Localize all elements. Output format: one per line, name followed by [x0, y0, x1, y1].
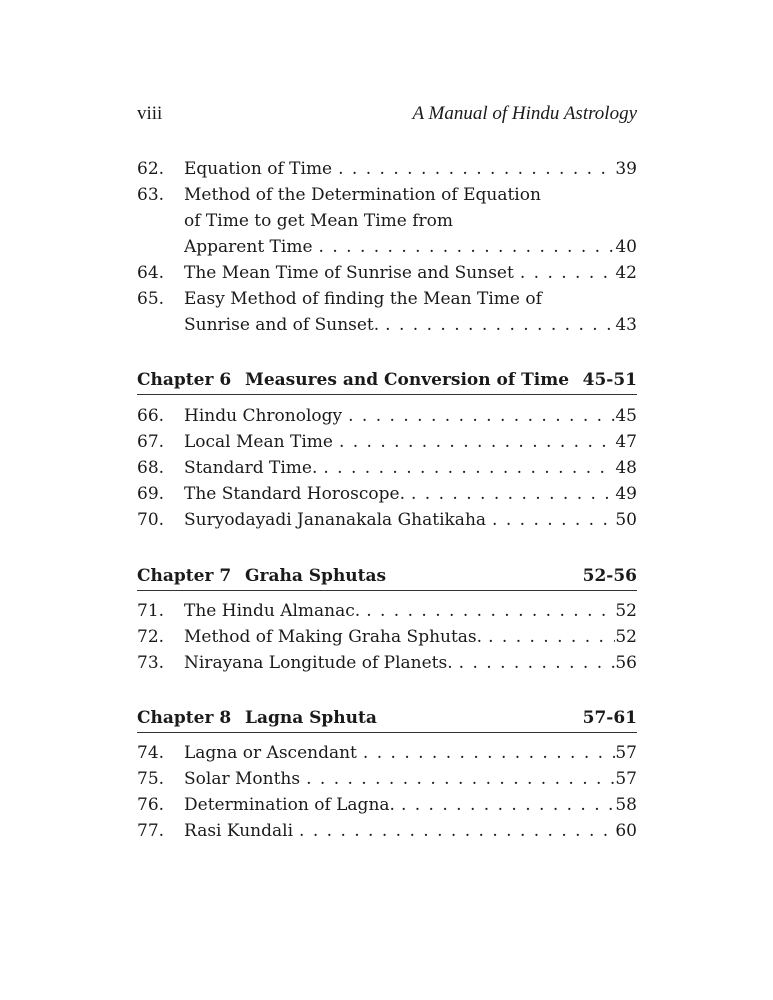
entry-number: 67.	[137, 432, 165, 452]
toc-entry-continuation	[137, 234, 637, 260]
entry-number: 74.	[137, 743, 165, 763]
leader-dots	[317, 455, 615, 481]
entry-title: Standard Time.	[184, 458, 318, 478]
entry-number: 73.	[137, 653, 165, 673]
entry-page: 52	[615, 627, 637, 647]
toc-section-continued	[137, 156, 637, 338]
entry-body	[184, 818, 637, 844]
entry-title: Sunrise and of Sunset.	[184, 315, 380, 335]
chapter-title: Measures and Conversion of Time	[245, 370, 570, 390]
entry-number: 71.	[137, 601, 165, 621]
chapter-label: Chapter 8	[137, 708, 232, 728]
entry-body	[184, 286, 637, 312]
leader-dots	[300, 766, 615, 792]
entry-body	[184, 156, 637, 182]
entry-title: Rasi Kundali	[184, 821, 294, 841]
chapter-pages: 57-61	[582, 708, 637, 728]
toc-entry-continuation	[137, 312, 637, 338]
entry-title: Method of Making Graha Sphutas.	[184, 627, 483, 647]
entry-title: Nirayana Longitude of Planets.	[184, 653, 453, 673]
entry-page: 57	[615, 769, 637, 789]
entry-page: 47	[615, 432, 637, 452]
entry-body	[184, 260, 637, 286]
toc-entry	[137, 598, 637, 624]
entry-title: Solar Months	[184, 769, 301, 789]
leader-dots	[332, 156, 615, 182]
entry-title: Equation of Time	[184, 159, 333, 179]
toc-entry	[137, 182, 637, 208]
toc-entry	[137, 818, 637, 844]
chapter-entries	[137, 403, 637, 533]
chapter-entries	[137, 740, 637, 844]
chapter-pages: 52-56	[582, 566, 637, 586]
leader-dots	[405, 481, 615, 507]
entry-title: Method of the Determination of Equation	[184, 185, 541, 205]
leader-dots	[486, 507, 615, 533]
entry-title: The Hindu Almanac.	[184, 601, 361, 621]
entry-body	[184, 598, 637, 624]
leader-dots	[482, 624, 615, 650]
entry-page: 42	[615, 263, 637, 283]
entry-page: 39	[615, 159, 637, 179]
toc-entry	[137, 792, 637, 818]
toc-entry	[137, 740, 637, 766]
entry-title: The Standard Horoscope.	[184, 484, 405, 504]
leader-dots	[357, 740, 615, 766]
toc-entry-continuation	[137, 208, 637, 234]
entry-page: 45	[615, 406, 637, 426]
entry-body	[184, 792, 637, 818]
toc-page	[137, 0, 637, 1000]
entry-number: 70.	[137, 510, 165, 530]
toc-entry	[137, 429, 637, 455]
entry-body	[184, 312, 637, 338]
entry-title: of Time to get Mean Time from	[184, 211, 454, 231]
entry-body	[184, 650, 637, 676]
entry-page: 50	[615, 510, 637, 530]
chapter-heading	[137, 702, 637, 733]
entry-number: 68.	[137, 458, 165, 478]
entry-page: 58	[615, 795, 637, 815]
entry-body	[184, 208, 637, 234]
entry-body	[184, 234, 637, 260]
toc-entry	[137, 650, 637, 676]
leader-dots	[395, 792, 615, 818]
entry-page: 60	[615, 821, 637, 841]
leader-dots	[379, 312, 615, 338]
toc-entry	[137, 624, 637, 650]
entry-title: Local Mean Time	[184, 432, 333, 452]
book-title: A Manual of Hindu Astrology	[412, 103, 637, 124]
entry-page: 48	[615, 458, 637, 478]
entry-body	[184, 182, 637, 208]
entry-body	[184, 507, 637, 533]
leader-dots	[342, 403, 615, 429]
chapter-title: Lagna Sphuta	[245, 708, 377, 728]
leader-dots	[293, 818, 615, 844]
toc-entry	[137, 286, 637, 312]
entry-page: 57	[615, 743, 637, 763]
toc-entry	[137, 455, 637, 481]
leader-dots	[453, 650, 616, 676]
entry-number: 69.	[137, 484, 165, 504]
entry-number: 66.	[137, 406, 165, 426]
leader-dots	[360, 598, 615, 624]
leader-dots	[333, 429, 615, 455]
running-header	[137, 103, 637, 129]
entry-number: 72.	[137, 627, 165, 647]
entry-title: Hindu Chronology	[184, 406, 343, 426]
entry-page: 43	[615, 315, 637, 335]
entry-body	[184, 403, 637, 429]
entry-body	[184, 766, 637, 792]
leader-dots	[313, 234, 616, 260]
chapter-title: Graha Sphutas	[245, 566, 387, 586]
entry-title: Suryodayadi Jananakala Ghatikaha	[184, 510, 487, 530]
entry-number: 62.	[137, 159, 165, 179]
entry-body	[184, 624, 637, 650]
entry-number: 75.	[137, 769, 165, 789]
toc-entry	[137, 766, 637, 792]
toc-entry	[137, 403, 637, 429]
chapter-entries	[137, 598, 637, 676]
toc-entry	[137, 260, 637, 286]
entry-body	[184, 455, 637, 481]
entry-page: 56	[615, 653, 637, 673]
entry-title: Lagna or Ascendant	[184, 743, 357, 763]
entry-number: 65.	[137, 289, 165, 309]
chapter-pages: 45-51	[582, 370, 637, 390]
leader-dots	[514, 260, 616, 286]
entry-number: 76.	[137, 795, 165, 815]
entry-body	[184, 740, 637, 766]
entry-page: 52	[615, 601, 637, 621]
toc-entry	[137, 507, 637, 533]
entry-title: Determination of Lagna.	[184, 795, 395, 815]
entry-title: Apparent Time	[184, 237, 313, 257]
chapter-heading	[137, 560, 637, 591]
entry-body	[184, 429, 637, 455]
entry-body	[184, 481, 637, 507]
entry-title: Easy Method of finding the Mean Time of	[184, 289, 542, 309]
page-number: viii	[137, 103, 163, 124]
chapter-label: Chapter 6	[137, 370, 232, 390]
chapter-heading	[137, 364, 637, 395]
toc-entry	[137, 156, 637, 182]
entry-number: 77.	[137, 821, 165, 841]
chapter-label: Chapter 7	[137, 566, 232, 586]
entry-page: 40	[615, 237, 637, 257]
entry-number: 64.	[137, 263, 165, 283]
toc-entry	[137, 481, 637, 507]
entry-number: 63.	[137, 185, 165, 205]
entry-page: 49	[615, 484, 637, 504]
entry-title: The Mean Time of Sunrise and Sunset	[184, 263, 514, 283]
